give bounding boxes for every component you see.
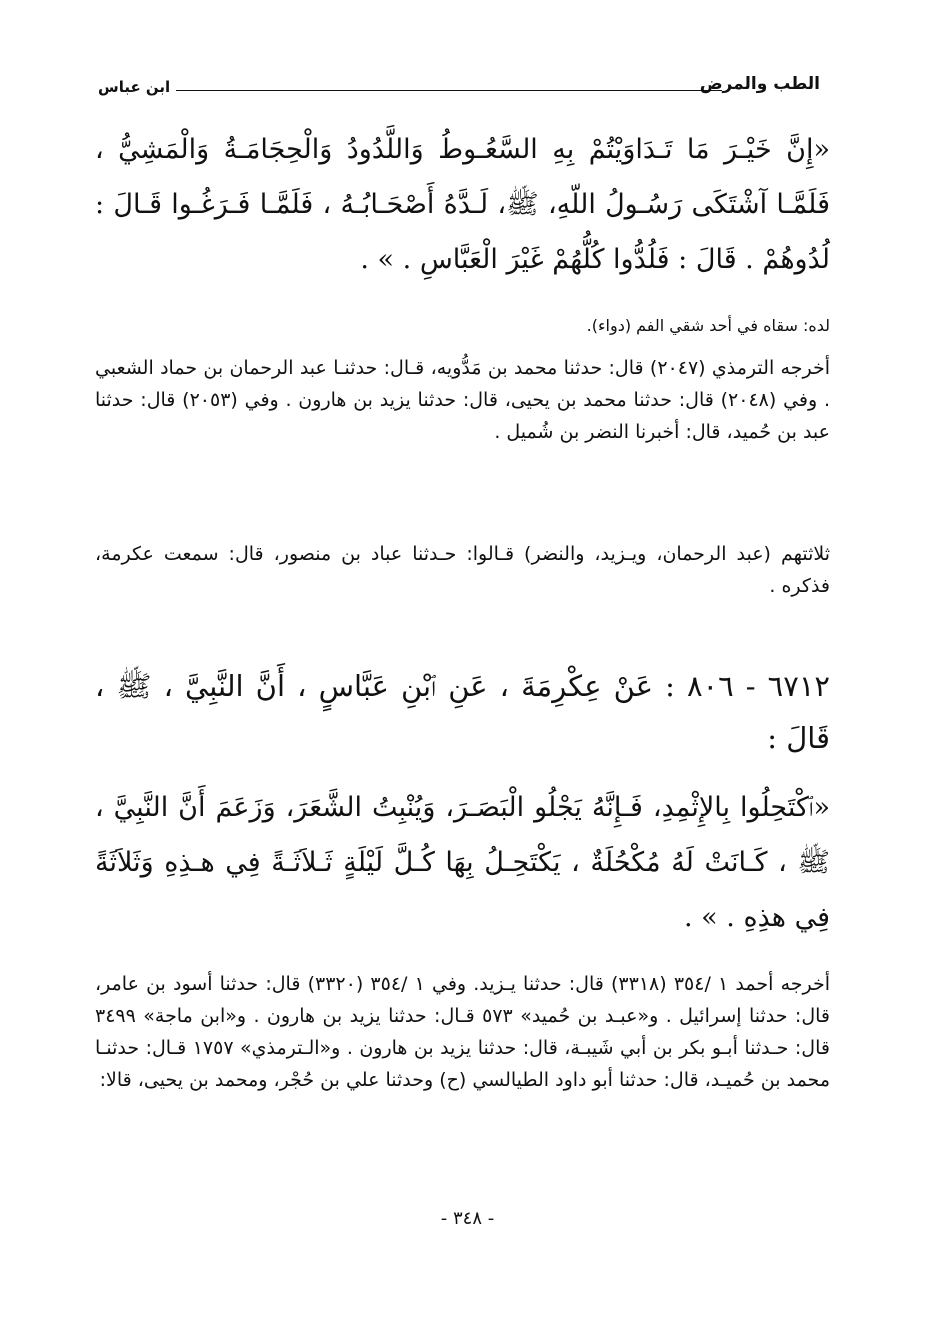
section-title: الطب والمرض	[699, 74, 820, 94]
page-number: - ٣٤٨ -	[440, 1208, 495, 1229]
takhrij-paragraph-1: أخرجه الترمذي (٢٠٤٧) قال: حدثنا محمد بن مَدُّويه، قـال: حدثنـا عبد الرحمان بن حماد الشعبي . وفي (٢٠٤٨) قال: حدثنا محمد بن يحيى، قال: حدثنا يزيد بن هارون . وفي (٢٠٥٣) قال: حدثنا عبد بن حُميد، قال: أخبرنا النضر بن شُميل .	[95, 357, 830, 443]
hadith-text-2: «ٱكْتَحِلُوا بِالإِثْمِدِ، فَـإِنَّهُ يَجْلُو الْبَصَـرَ، وَيُنْبِتُ الشَّعَرَ، وَزَعَمَ أَنَّ النَّبِيَّ ، ﷺ ، كَـانَتْ لَهُ مُكْحُلَةٌ ، يَكْتَحِـلُ بِهَا كُـلَّ لَيْلَةٍ ثَـلاَثَـةً فِي هـذِهِ وَثَلاَثَةً فِي هذِهِ . » .	[95, 792, 830, 933]
hadith-text-1: «إِنَّ خَيْـرَ مَا تَـدَاوَيْتُمْ بِهِ السَّعُـوطُ وَاللَّدُودُ وَالْحِجَامَـةُ وَالْمَشِيُّ ، فَلَمَّـا آشْتَكَى رَسُـولُ اللّهِ، ﷺ، لَـدَّهُ أَصْحَـابُـهُ ، فَلَمَّـا فَـرَغُـوا قَـالَ : لُدُوهُمْ . قَالَ : فَلُدُّوا كُلُّهُمْ غَيْرَ الْعَبَّاسِ . » .	[95, 134, 830, 275]
gloss-note: لده: سقاه في أحد شقي الفم (دواء).	[586, 316, 830, 335]
hadith-number-header: ٦٧١٢ - ٨٠٦ : عَنْ عِكْرِمَةَ ، عَنِ ٱبْنِ عَبَّاسٍ ، أَنَّ النَّبِيَّ ، ﷺ ، قَالَ :	[95, 669, 830, 755]
header-rule	[176, 90, 722, 91]
takhrij-paragraph-2: ثلاثتهم (عبد الرحمان، ويـزيد، والنضر) قـالوا: حـدثنا عباد بن منصور، قال: سمعت عكرمة، فذكره .	[95, 543, 830, 597]
takhrij-paragraph-3: أخرجه أحمد ١ /٣٥٤ (٣٣١٨) قال: حدثنا يـزيد. وفي ١ /٣٥٤ (٣٣٢٠) قال: حدثنا أسود بن عامر، قال: حدثنا إسرائيل . و«عبـد بن حُميد» ٥٧٣ قـال: حدثنا يزيد بن هارون . و«ابن ماجة» ٣٤٩٩ قال: حـدثنا أبـو بكر بن أبي شَيبـة، قال: حدثنا يزيد بن هارون . و«الـترمذي» ١٧٥٧ قـال: حدثنـا محمد بن حُميـد، قال: حدثنا أبو داود الطيالسي (ح) وحدثنا علي بن حُجْر، ومحمد بن يحيى، قالا:	[95, 973, 831, 1091]
running-header	[98, 64, 820, 104]
author-name: ابن عباس	[98, 78, 171, 96]
